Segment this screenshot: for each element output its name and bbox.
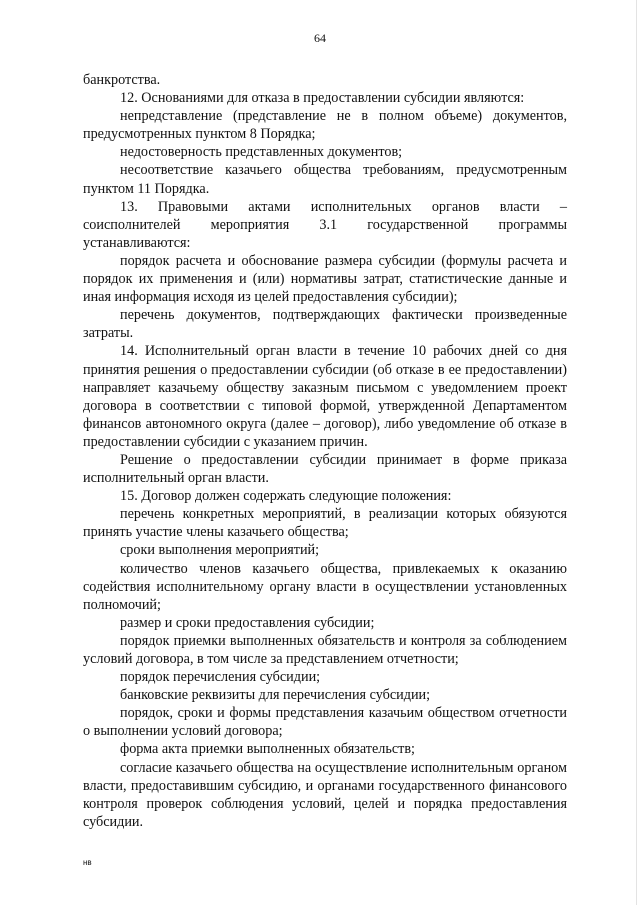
paragraph: порядок приемки выполненных обязательств и контроля за соблюдением условий договора, в том числе за представлением отчетности; (83, 632, 567, 667)
paragraph: 14. Исполнительный орган власти в течение 10 рабочих дней со дня принятия решения о предоставлении субсидии (об отказе в ее предоставлении) направляет казачьему обществу заказным письмом с уведомлением проект договора в соответствии с типовой формой, утвержденной Департаментом финансов автономного округа (далее – договор), либо уведомление об отказе в предоставлении субсидии с указанием причин. (83, 343, 567, 450)
paragraph: Решение о предоставлении субсидии принимает в форме приказа исполнительный орган власти. (83, 451, 567, 487)
scan-edge-line (636, 0, 637, 905)
page-number: 64 (314, 31, 326, 45)
paragraph: форма акта приемки выполненных обязательств; (120, 741, 415, 758)
paragraph: порядок, сроки и формы представления казачьим обществом отчетности о выполнении условий договора; (83, 705, 567, 740)
paragraph: недостоверность представленных документов; (120, 144, 403, 161)
paragraph: перечень документов, подтверждающих фактически произведенные затраты. (83, 307, 567, 342)
paragraph: 15. Договор должен содержать следующие положения: (120, 488, 452, 505)
paragraph: порядок расчета и обоснование размера субсидии (формулы расчета и порядок их применения и (или) нормативы затрат, статистические данные и иная информация исходя из целей предоставления субсидии); (83, 252, 567, 306)
paragraph: непредставление (представление не в полном объеме) документов, предусмотренных пунктом 8 Порядка; (83, 108, 567, 143)
paragraph: сроки выполнения мероприятий; (120, 542, 320, 559)
paragraph: 12. Основаниями для отказа в предоставлении субсидии являются: (120, 90, 525, 107)
paragraph: 13. Правовыми актами исполнительных органов власти – соисполнителей мероприятия 3.1 государственной программы устанавливаются: (83, 198, 567, 251)
paragraph: несоответствие казачьего общества требованиям, предусмотренным пунктом 11 Порядка. (83, 162, 567, 197)
paragraph: количество членов казачьего общества, привлекаемых к оказанию содействия исполнительному органу власти в осуществлении установленных полномочий; (83, 560, 567, 613)
paragraph: согласие казачьего общества на осуществление исполнительным органом власти, предоставившим субсидию, и органами государственного финансового контроля проверок соблюдения условий, целей и порядка предоставления субсидии. (83, 759, 567, 830)
paragraph: перечень конкретных мероприятий, в реализации которых обязуются принять участие члены казачьего общества; (83, 506, 567, 541)
paragraph: банковские реквизиты для перечисления субсидии; (120, 687, 431, 704)
document-body (83, 71, 567, 831)
footer-mark: нв (83, 858, 92, 867)
paragraph: размер и сроки предоставления субсидии; (120, 614, 375, 631)
paragraph: порядок перечисления субсидии; (120, 669, 321, 686)
paragraph: банкротства. (83, 72, 161, 88)
